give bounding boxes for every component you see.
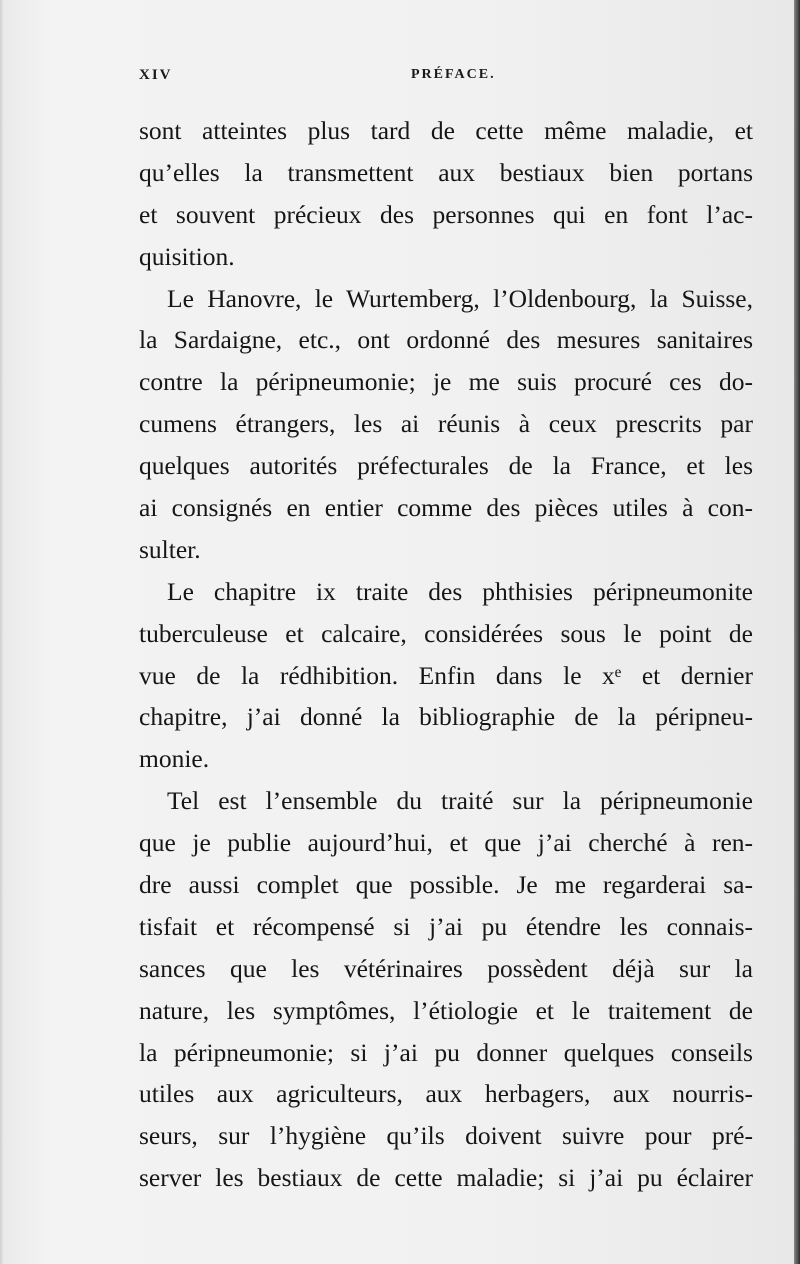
text-line: et souvent précieux des personnes qui en font l’ac-	[139, 199, 753, 229]
page-left-edge	[0, 0, 4, 1264]
text-line: utiles aux agriculteurs, aux herbagers, aux nourris-	[139, 1079, 753, 1109]
text-line: tisfait et récompensé si j’ai pu étendre les connais-	[139, 911, 753, 941]
text-line: contre la péripneumonie; je me suis procuré ces do-	[139, 367, 753, 397]
text-line: tuberculeuse et calcaire, considérées sous le point de	[139, 618, 753, 648]
page-header	[139, 67, 751, 91]
text-line: ai consignés en entier comme des pièces utiles à con-	[139, 493, 753, 523]
text-line: Le chapitre ix traite des phthisies péripneumonite	[167, 576, 753, 606]
page-number: XIV	[139, 67, 173, 83]
text-line: seurs, sur l’hygiène qu’ils doivent suivre pour pré-	[139, 1121, 753, 1151]
text-line: la péripneumonie; si j’ai pu donner quelques conseils	[139, 1037, 753, 1067]
text-line: sances que les vétérinaires possèdent déjà sur la	[139, 953, 753, 983]
text-line: dre aussi complet que possible. Je me regarderai sa-	[139, 870, 753, 900]
text-line: Tel est l’ensemble du traité sur la péripneumonie	[167, 786, 753, 816]
body-text	[139, 110, 753, 1199]
text-line: quisition.	[139, 241, 235, 271]
text-line: sulter.	[139, 534, 201, 564]
text-line: la Sardaigne, etc., ont ordonné des mesures sanitaires	[139, 325, 753, 355]
text-line: quelques autorités préfecturales de la France, et les	[139, 451, 753, 481]
page-right-edge	[794, 0, 800, 1264]
text-line: Le Hanovre, le Wurtemberg, l’Oldenbourg, la Suisse,	[167, 283, 753, 313]
text-line: que je publie aujourd’hui, et que j’ai cherché à ren-	[139, 828, 753, 858]
text-line: monie.	[139, 744, 210, 774]
text-line: qu’elles la transmettent aux bestiaux bien portans	[139, 157, 753, 187]
text-line: cumens étrangers, les ai réunis à ceux prescrits par	[139, 409, 753, 439]
text-line: vue de la rédhibition. Enfin dans le xᵉ et dernier	[139, 660, 753, 690]
running-head: PRÉFACE.	[411, 67, 496, 82]
text-line: chapitre, j’ai donné la bibliographie de la péripneu-	[139, 702, 753, 732]
text-line: server les bestiaux de cette maladie; si j’ai pu éclairer	[139, 1163, 753, 1193]
text-line: sont atteintes plus tard de cette même maladie, et	[139, 116, 753, 145]
text-line: nature, les symptômes, l’étiologie et le traitement de	[139, 995, 753, 1025]
